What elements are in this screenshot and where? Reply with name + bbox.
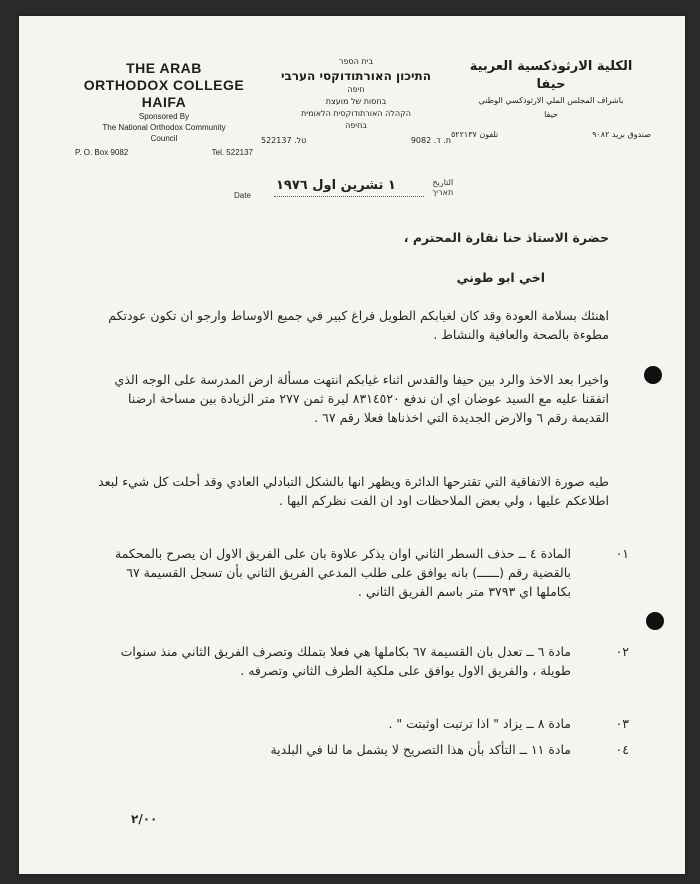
list-item-text: المادة ٤ ــ حذف السطر الثاني اوان يذكر علاوة بان على الفريق الاول ان يصرح بالمحكمة بالقضية رقم (ــــــ) بانه يوافق على طلب المدعي الفريق الثاني بأن تسجل القسيمة ٦٧ بكاملها اي ٣٧٩٣ متر باسم الفريق الثاني .: [115, 546, 571, 599]
he-line4: בחסות של מועצת: [325, 97, 387, 106]
ar-line1: الكلية الارثوذكسية العربية: [469, 59, 633, 74]
council-line2: Council: [150, 134, 178, 143]
ar-line4: حيفا: [544, 110, 558, 119]
list-item-text: مادة ٨ ــ يزاد " اذا ترتبت اوثبتت " .: [388, 716, 571, 731]
date-value: ١ تشرين اول ١٩٧٦: [276, 178, 396, 193]
date-label-he: תאריך: [432, 188, 454, 197]
punch-hole: [644, 366, 662, 384]
he-line5: הקהלה האורתודוקסית הלאומית: [301, 109, 411, 118]
paragraph-2: واخيرا بعد الاخذ والرد بين حيفا والقدس اثناء غيابكم انتهت مسألة ارض المدرسة على الوجه الذي اتفقنا عليه مع السيد عوضان اي ان ندفع ٨٣١٤٥٢٠ ليرة ثمن ٢٧٧ متر الزيادة بين مساحة ارضنا القديمة رقم ٦ والارض الجديدة التي اخذناها فعلا رقم ٦٧ .: [114, 372, 609, 425]
he-line6: בחיפה: [345, 121, 367, 130]
date-label-en: Date: [234, 191, 251, 200]
list-item-number: ٠١: [615, 546, 629, 561]
letterhead-arabic: [451, 58, 651, 139]
letterhead-hebrew: [261, 56, 451, 145]
college-name-line2: ORTHODOX COLLEGE: [83, 77, 245, 93]
list-item-number: ٠٢: [615, 644, 629, 659]
po-box-en: P. O. Box 9082: [75, 148, 129, 157]
ar-line2: حيفا: [536, 77, 566, 92]
tel-en: Tel. 522137: [211, 148, 253, 157]
po-box-he: ת. ד. 9082: [410, 136, 451, 145]
list-item: [89, 740, 629, 759]
list-item-number: ٠٤: [615, 742, 629, 757]
he-line1: בית הספר: [338, 57, 374, 66]
college-name-line1: THE ARAB: [126, 60, 202, 76]
greeting: اخي ابو طوني: [456, 270, 545, 285]
letter-page: [19, 16, 685, 874]
date-label-ar-he: [432, 178, 453, 198]
tel-ar: تلفون ٥٢٢١٣٧: [451, 130, 499, 139]
paragraph-1: اهنئك بسلامة العودة وقد كان لغيابكم الطويل فراغ كبير في جميع الاوساط وارجو ان تكون عودتكم مطوءة بالصحة والعافية والنشاط .: [108, 308, 609, 342]
sponsored-by: Sponsored By: [138, 112, 190, 121]
date-label-ar: التاريخ: [432, 178, 454, 187]
page-marker: ٢/٠٠: [131, 812, 158, 826]
list-item-text: مادة ١١ ــ التأكد بأن هذا التصريح لا يشمل ما لنا في البلدية: [270, 742, 571, 757]
ar-line3: باشراف المجلس الملي الارثوذكسي الوطني: [478, 96, 624, 105]
list-item-text: مادة ٦ ــ تعدل بان القسيمة ٦٧ بكاملها هي فعلا بتملك وتصرف الفريق الثاني منذ سنوات طويلة ، والفريق الاول يوافق على ملكية الطرف الثاني وتصرفه .: [120, 644, 571, 678]
punch-hole: [646, 612, 664, 630]
tel-he: טל. 522137: [261, 136, 307, 145]
he-line2: התיכון האורתודוקסי הערבי: [280, 69, 432, 83]
date-block: [234, 174, 484, 204]
list-item: [89, 714, 629, 733]
list-item-number: ٠٣: [615, 716, 629, 731]
date-underline: [274, 196, 424, 197]
college-city: HAIFA: [141, 94, 187, 110]
list-item: [89, 544, 629, 601]
paragraph-3: طيه صورة الاتفاقية التي تقترحها الدائرة ويظهر انها بالشكل التبادلي العادي وقد أحلت كل شيء لبعد اطلاعكم عليها ، ولي بعض الملاحظات اود ان الفت نظركم اليها .: [98, 474, 609, 508]
list-item: [89, 642, 629, 680]
he-line3: חיפה: [347, 85, 365, 94]
salutation: حضرة الاستاذ حنا نقارة المحترم ،: [403, 230, 609, 245]
po-box-ar: صندوق بريد ٩٠٨٢: [592, 130, 651, 139]
letterhead-english: [75, 60, 253, 157]
council-line1: The National Orthodox Community: [102, 123, 226, 132]
